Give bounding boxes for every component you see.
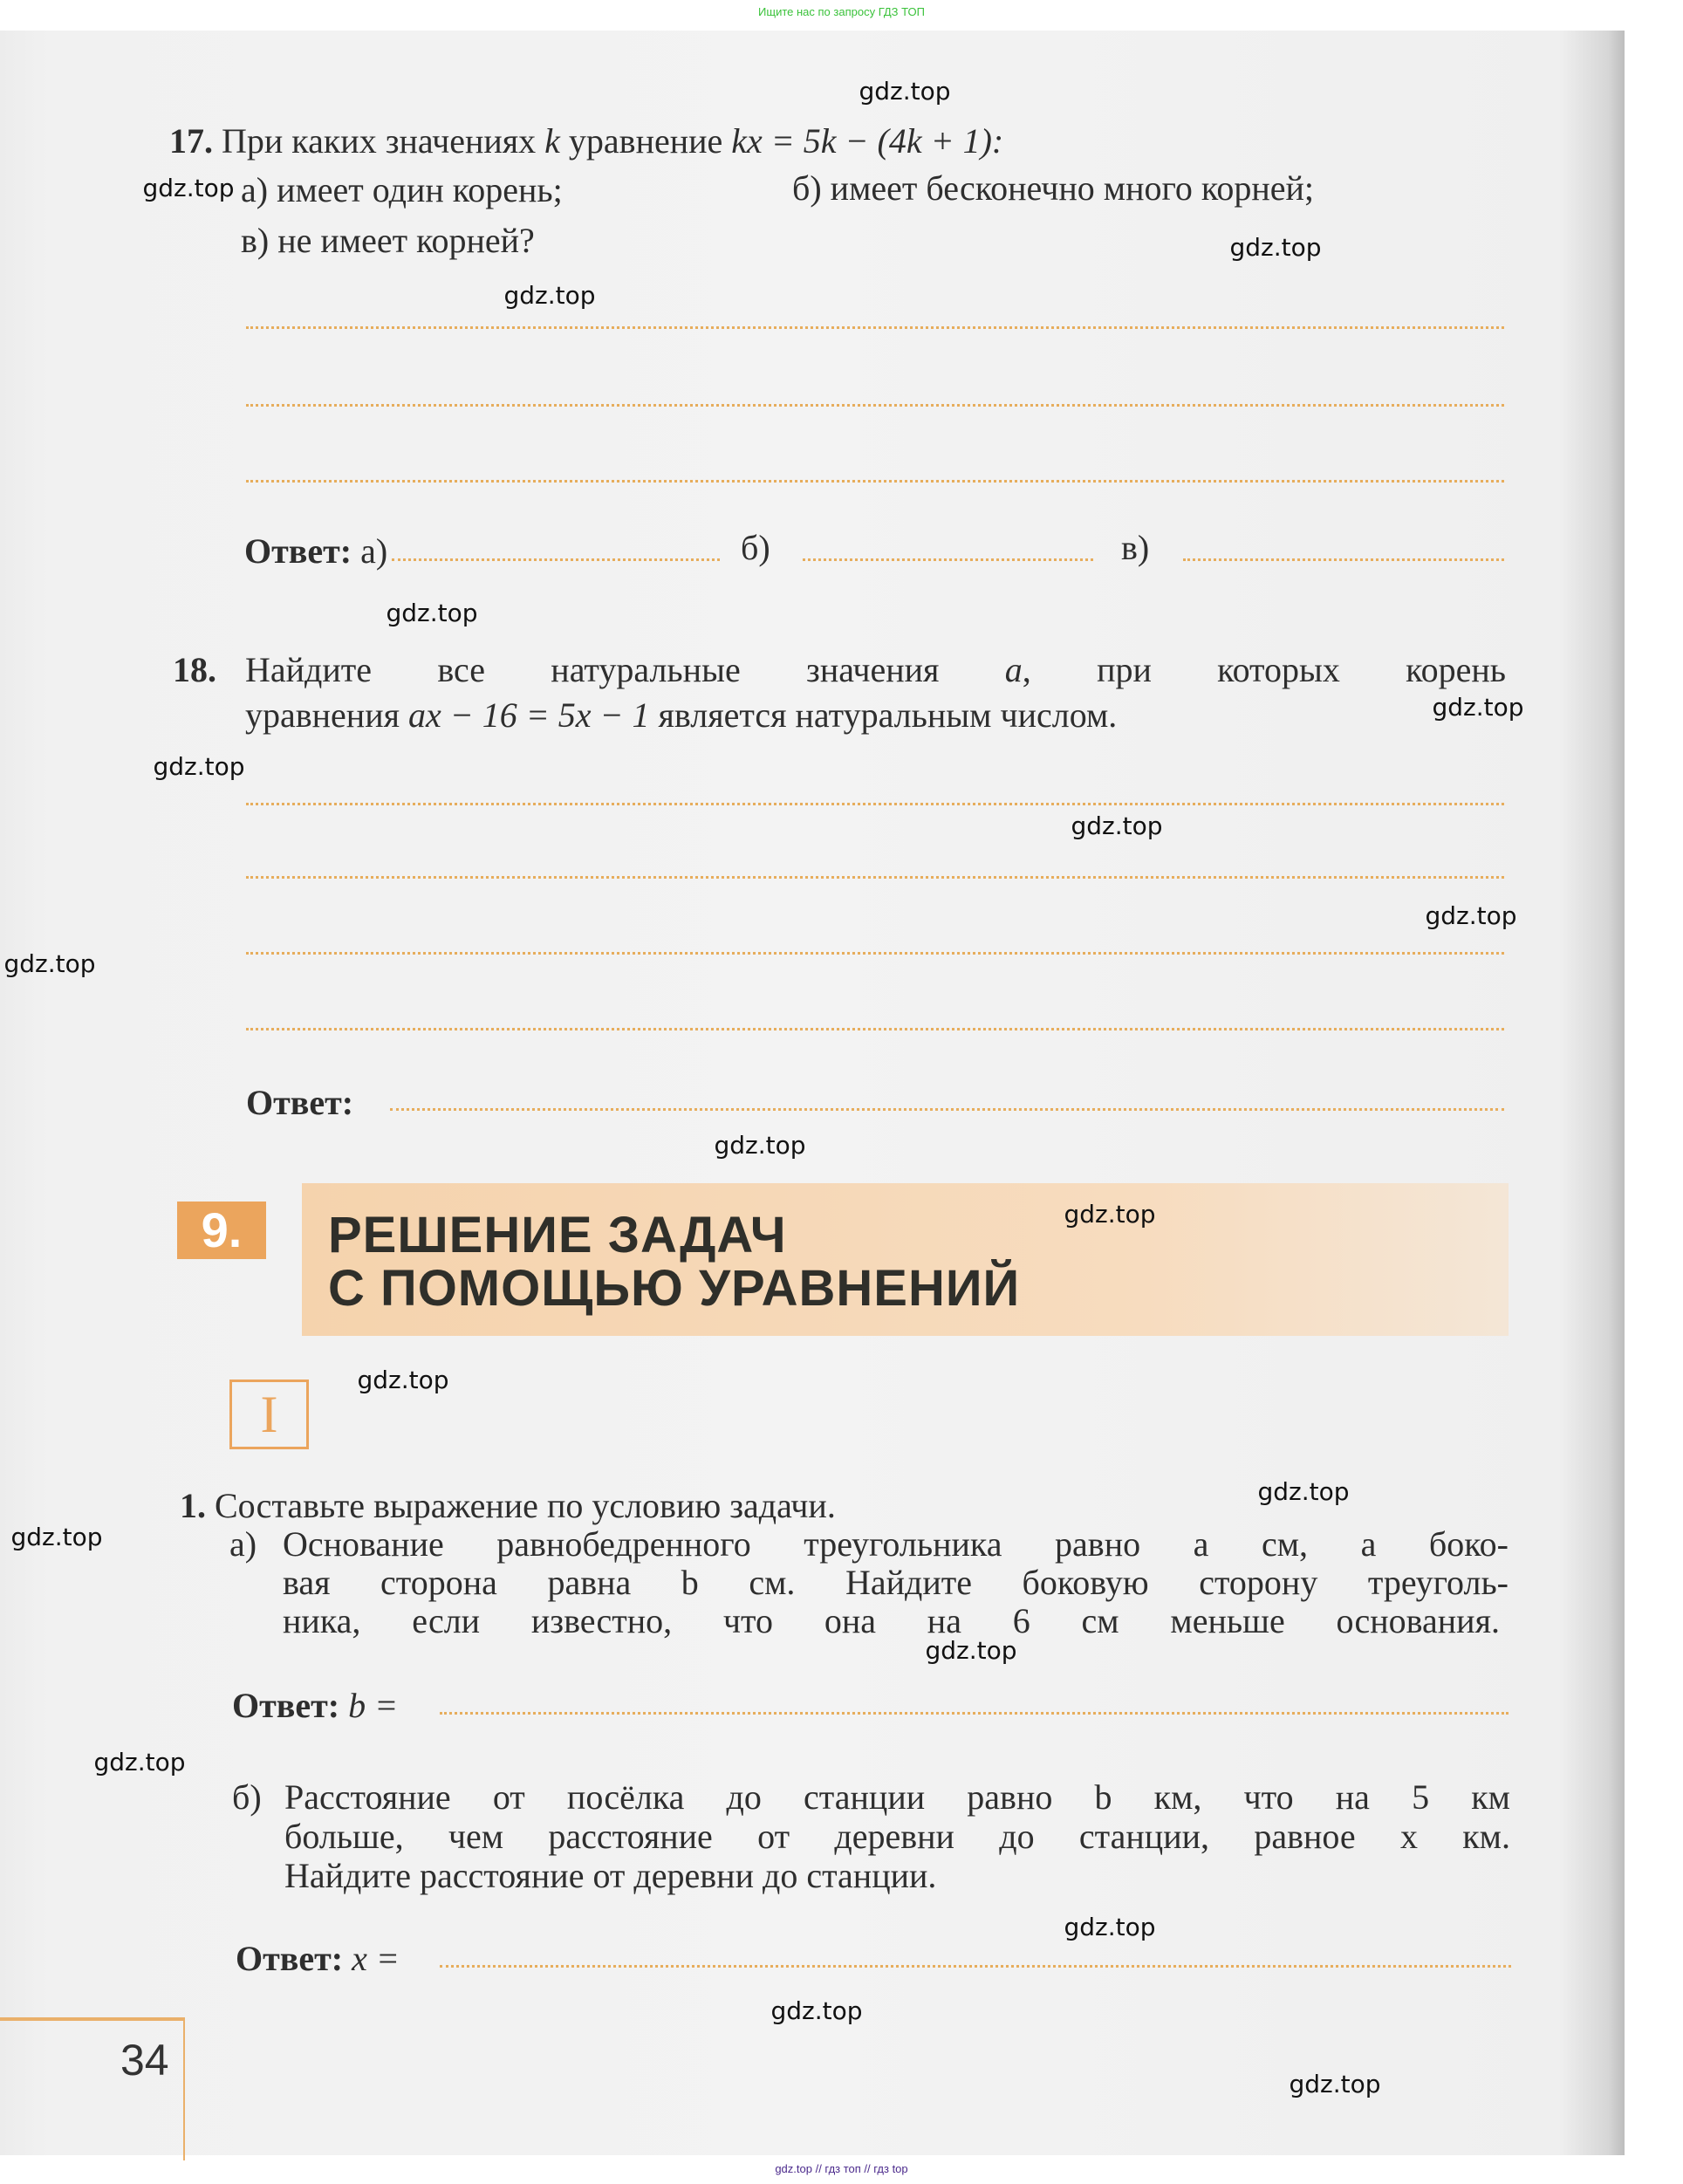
- text: Найдите все натуральные значения: [245, 650, 1005, 689]
- task1-a-line1: Основание равнобедренного треугольника равно a см, а боко-: [283, 1524, 1509, 1564]
- task1-b-line2: больше, чем расстояние от деревни до станции, равное x км.: [284, 1817, 1510, 1856]
- watermark: gdz.top: [3, 949, 96, 978]
- watermark: gdz.top: [770, 1996, 863, 2025]
- task1-intro: [180, 1486, 836, 1525]
- equation: ax − 16 = 5x − 1: [408, 695, 650, 735]
- answer-b-field[interactable]: [803, 558, 1093, 561]
- task18-line2: [245, 695, 1118, 735]
- section-title-line2: С ПОМОЩЬЮ УРАВНЕНИЙ: [328, 1260, 1021, 1317]
- task17-number: 17.: [169, 121, 213, 161]
- answer-var: b =: [348, 1686, 399, 1725]
- task18-line1: [245, 650, 1506, 689]
- var: k: [544, 121, 560, 161]
- top-note: Ищите нас по запросу ГДЗ ТОП: [758, 5, 925, 18]
- answer-line[interactable]: [246, 803, 1504, 805]
- equation: kx = 5k − (4k + 1):: [731, 121, 1004, 161]
- section-title-line1: РЕШЕНИЕ ЗАДАЧ: [328, 1207, 787, 1263]
- text: При каких значениях: [222, 121, 545, 161]
- answer-c-field[interactable]: [1183, 558, 1504, 561]
- task1-a-answer: [232, 1688, 398, 1723]
- task1-a-answer-field[interactable]: [440, 1712, 1509, 1715]
- answer-b-label: б): [741, 528, 770, 567]
- answer-a-label: а): [360, 531, 388, 571]
- watermark: gdz.top: [1071, 811, 1163, 840]
- watermark: gdz.top: [1432, 693, 1524, 722]
- answer-label: Ответ:: [232, 1686, 340, 1725]
- task1-b-line1: Расстояние от посёлка до станции равно b км, что на 5 км: [284, 1777, 1510, 1817]
- page-number: 34: [120, 2036, 169, 2085]
- task17-item-b: б) имеет бесконечно много корней;: [792, 168, 1315, 208]
- task18-answer-field[interactable]: [390, 1108, 1504, 1111]
- watermark: gdz.top: [925, 1636, 1017, 1665]
- watermark: gdz.top: [1229, 233, 1322, 262]
- watermark: gdz.top: [859, 77, 951, 106]
- watermark: gdz.top: [153, 752, 245, 781]
- text: Составьте выражение по условию задачи.: [215, 1486, 836, 1525]
- text: уравнения: [245, 695, 409, 735]
- var: a: [1004, 650, 1023, 689]
- level-badge: I: [229, 1380, 309, 1449]
- footer-note: gdz.top // гдз топ // гдз top: [775, 2162, 908, 2175]
- task1-number: 1.: [180, 1486, 206, 1525]
- answer-a-field[interactable]: [392, 558, 720, 561]
- task18-answer-label: Ответ:: [246, 1083, 354, 1122]
- task17-item-a: а) имеет один корень;: [241, 170, 563, 209]
- watermark: gdz.top: [503, 281, 596, 310]
- answer-line[interactable]: [246, 876, 1504, 879]
- task1-b-answer-field[interactable]: [440, 1965, 1511, 1968]
- text: , при которых корень: [1022, 650, 1506, 689]
- watermark: gdz.top: [1425, 901, 1517, 930]
- task17-line1: [169, 121, 1004, 161]
- task1-a-line2: вая сторона равна b см. Найдите боковую сторону треуголь-: [283, 1563, 1509, 1602]
- answer-line[interactable]: [246, 326, 1504, 329]
- task1-b-line3: Найдите расстояние от деревни до станции.: [284, 1856, 937, 1895]
- watermark: gdz.top: [1289, 2070, 1381, 2098]
- answer-line[interactable]: [246, 404, 1504, 407]
- watermark: gdz.top: [357, 1366, 449, 1394]
- task17-answer: [244, 531, 388, 571]
- task1-a-label: а): [229, 1524, 257, 1564]
- watermark: gdz.top: [714, 1131, 806, 1160]
- watermark: gdz.top: [93, 1748, 186, 1777]
- watermark: gdz.top: [386, 599, 478, 627]
- text: уравнение: [559, 121, 732, 161]
- watermark: gdz.top: [1064, 1200, 1156, 1229]
- answer-var: x =: [352, 1939, 400, 1978]
- watermark: gdz.top: [10, 1523, 103, 1551]
- task1-a-line3: ника, если известно, что она на 6 см меньше основания.: [283, 1601, 1500, 1640]
- watermark: gdz.top: [1064, 1913, 1156, 1941]
- section-number: 9.: [177, 1202, 266, 1259]
- watermark: gdz.top: [142, 174, 235, 202]
- task17-item-c: в) не имеет корней?: [241, 221, 535, 260]
- watermark: gdz.top: [1257, 1477, 1350, 1506]
- task1-b-answer: [236, 1941, 400, 1976]
- answer-label: Ответ:: [236, 1939, 344, 1978]
- answer-c-label: в): [1121, 528, 1150, 567]
- answer-line[interactable]: [246, 1028, 1504, 1030]
- answer-line[interactable]: [246, 952, 1504, 955]
- task1-b-label: б): [232, 1777, 262, 1817]
- text: является натуральным числом.: [649, 695, 1118, 735]
- answer-label: Ответ:: [244, 531, 352, 571]
- task18-number: 18.: [173, 650, 216, 689]
- answer-line[interactable]: [246, 480, 1504, 483]
